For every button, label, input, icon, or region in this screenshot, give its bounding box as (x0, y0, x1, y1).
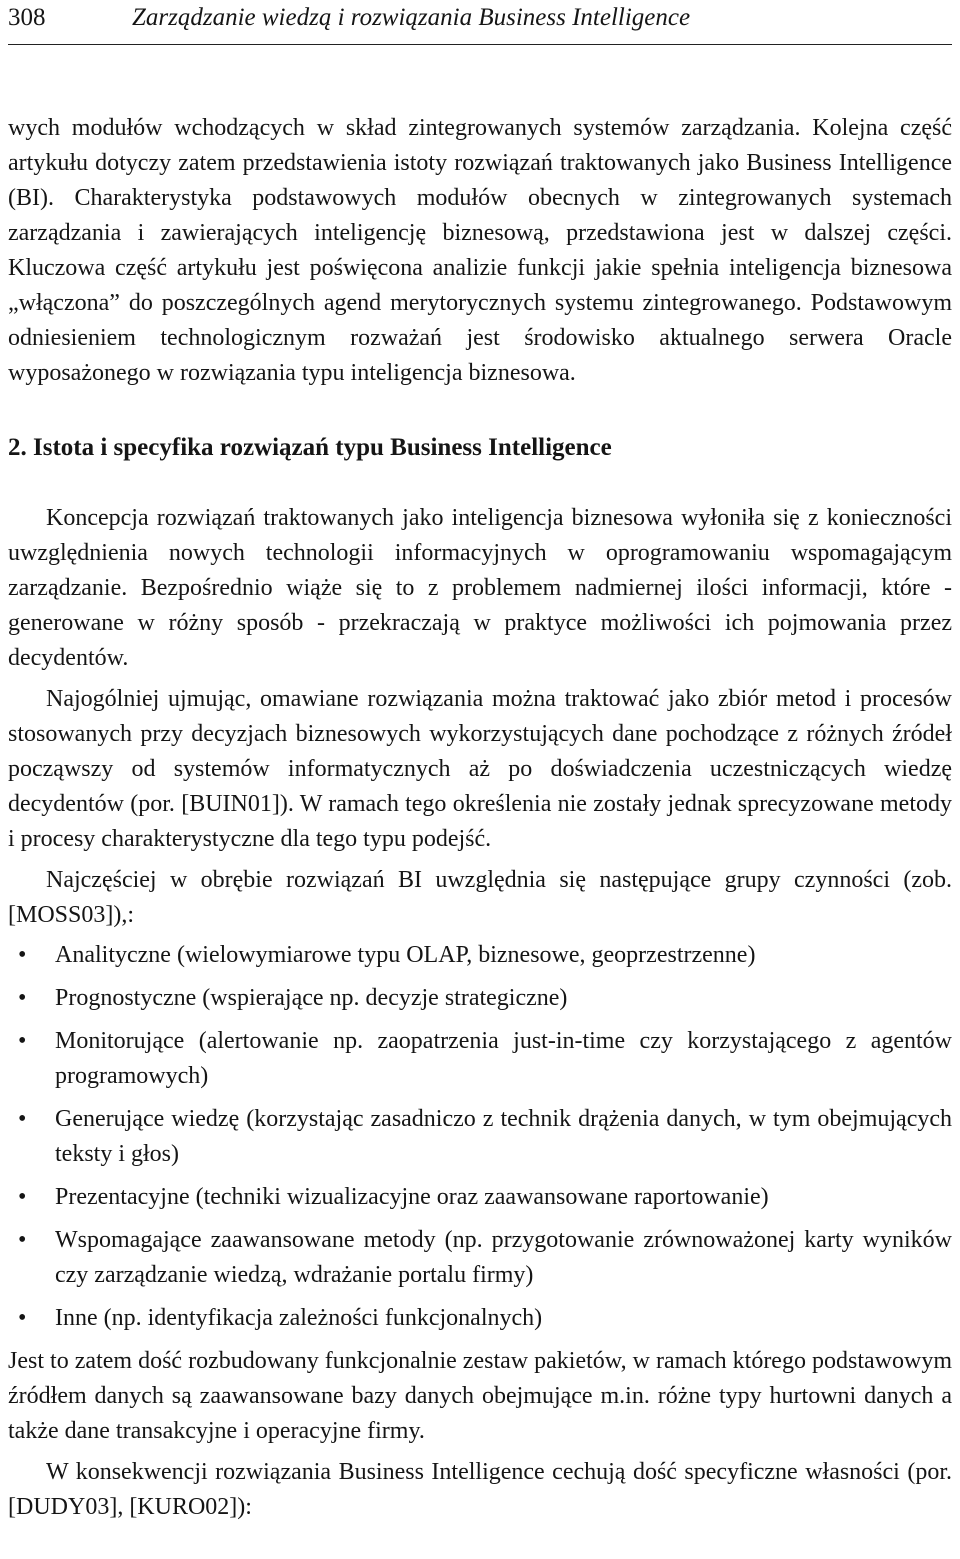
list-item-text: Prezentacyjne (techniki wizualizacyjne oraz zaawansowane raportowanie) (55, 1184, 769, 1210)
paragraph-groups-intro: Najczęściej w obrębie rozwiązań BI uwzględnia się następujące grupy czynności (zob. [MOSS03]),: (8, 867, 952, 928)
list-item-text: Wspomagające zaawansowane metody (np. przygotowanie zrównoważonej karty wyników czy zarządzanie wiedzą, wdrażanie portalu firmy) (55, 1227, 952, 1288)
list-item (8, 1102, 952, 1172)
bullet-icon: • (18, 1184, 27, 1210)
running-header (8, 0, 952, 45)
paragraph-definition: Najogólniej ujmując, omawiane rozwiązania można traktować jako zbiór metod i procesów stosowanych przy decyzjach biznesowych wykorzystujących dane pochodzące z różnych źródeł począwszy od systemów informatycznych aż po doświadczenia uczestniczących wiedzę decydentów (por. [BUIN01]). W ramach tego określenia nie zostały jednak sprecyzowane metody i procesy charakterystyczne dla tego typu podejść. (8, 686, 952, 852)
bullet-icon: • (18, 1227, 27, 1253)
list-item-text: Prognostyczne (wspierające np. decyzje strategiczne) (55, 985, 568, 1011)
paragraph-concept: Koncepcja rozwiązań traktowanych jako inteligencja biznesowa wyłoniła się z konieczności uwzględnienia nowych technologii informacyjnych w oprogramowaniu wspomagającym zarządzanie. Bezpośrednio wiąże się to z problemem nadmiernej ilości informacji, które - generowane w różny sposób - przekraczają w praktyce możliwości ich pojmowania przez decydentów. (8, 505, 952, 671)
intro-paragraph: wych modułów wchodzących w skład zintegrowanych systemów zarządzania. Kolejna część artykułu dotyczy zatem przedstawienia istoty rozwiązań traktowanych jako Business Intelligence (BI). Charakterystyka podstawowych modułów obecnych w zintegrowanych systemach zarządzania i zawierających inteligencję biznesową, przedstawiona jest w dalszej części. Kluczowa część artykułu jest poświęcona analizie funkcji jakie spełnia inteligencja biznesowa „włączona” do poszczególnych agend merytorycznych systemu zintegrowanego. Podstawowym odniesieniem technologicznym rozważań jest środowisko aktualnego serwera Oracle wyposażonego w rozwiązania typu inteligencja biznesowa. (8, 115, 952, 386)
list-item-text: Analityczne (wielowymiarowe typu OLAP, biznesowe, geoprzestrzenne) (55, 942, 756, 968)
section-heading: 2. Istota i specyfika rozwiązań typu Business Intelligence (8, 434, 612, 461)
list-item (8, 1301, 952, 1336)
bullet-icon: • (18, 1305, 27, 1331)
paragraph-properties-intro: W konsekwencji rozwiązania Business Intelligence cechują dość specyficzne własności (por. [DUDY03], [KURO02]): (8, 1459, 952, 1520)
paragraph-package-summary: Jest to zatem dość rozbudowany funkcjonalnie zestaw pakietów, w ramach którego podstawowym źródłem danych są zaawansowane bazy danych obejmujące m.in. różne typy hurtowni danych a także dane transakcyjne i operacyjne firmy. (8, 1348, 952, 1444)
bullet-icon: • (18, 1106, 27, 1132)
bullet-icon: • (18, 942, 27, 968)
list-item (8, 1223, 952, 1293)
list-item-text: Monitorujące (alertowanie np. zaopatrzenia just-in-time czy korzystającego z agentów programowych) (55, 1028, 952, 1089)
page-number: 308 (8, 4, 46, 31)
page-body (8, 111, 952, 1525)
list-item (8, 981, 952, 1016)
list-item (8, 1180, 952, 1215)
header-title: Zarządzanie wiedzą i rozwiązania Business Intelligence (132, 4, 691, 31)
list-item-text: Generujące wiedzę (korzystając zasadniczo z technik drążenia danych, w tym obejmujących teksty i głos) (55, 1106, 952, 1167)
list-item (8, 1024, 952, 1094)
bullet-icon: • (18, 985, 27, 1011)
list-item (8, 938, 952, 973)
list-item-text: Inne (np. identyfikacja zależności funkcjonalnych) (55, 1305, 543, 1331)
bullet-icon: • (18, 1028, 27, 1054)
activity-groups-list (8, 938, 952, 1336)
